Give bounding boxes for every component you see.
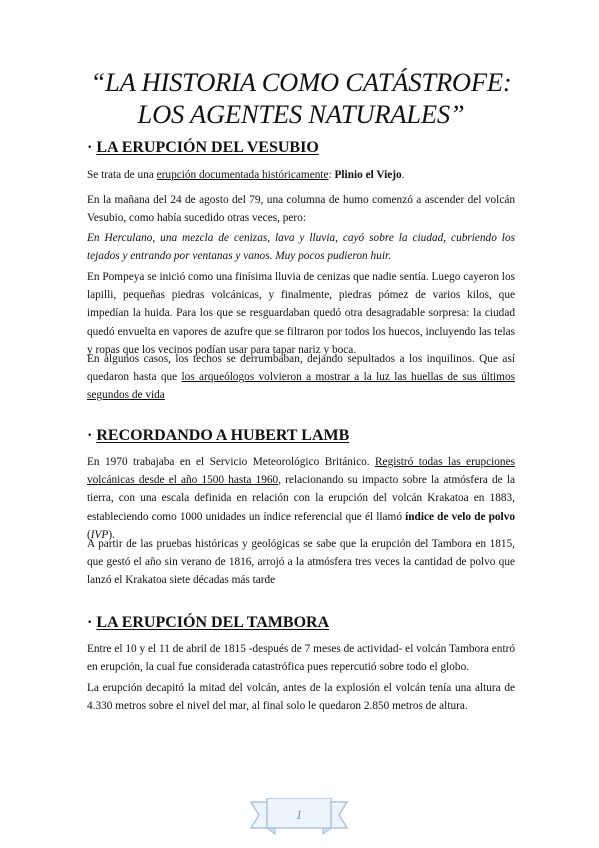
text-run: , relacionando su impacto sobre la atmósfera de la tierra, con una escala definida en relación con la erupción del volcán Krakatoa en 1883, estableciendo como 1000 unidades un índice referencial que él llamó: [87, 474, 515, 523]
section-heading-tambora: [87, 614, 329, 632]
heading-text: LA ERUPCIÓN DEL VESUBIO: [96, 139, 319, 156]
italic-text: IVP: [90, 528, 109, 541]
page-number-ribbon: [249, 798, 349, 838]
heading-text: LA ERUPCIÓN DEL TAMBORA: [96, 614, 330, 631]
page-number: 1: [295, 807, 303, 822]
bold-text: Plinio el Viejo: [334, 169, 402, 181]
text-run: :: [328, 169, 335, 181]
text-run: ).: [108, 528, 115, 541]
ribbon-icon: [249, 798, 349, 838]
paragraph: A partir de las pruebas históricas y geológicas se sabe que la erupción del Tambora en 1815, que gestó el año sin verano de 1816, arrojó a la atmósfera tres veces la cantidad de polvo que lanzó el Krakatoa siete décadas más tarde: [87, 538, 515, 587]
underlined-text: erupción documentada históricamente: [156, 169, 329, 181]
heading-bullet: ·: [87, 427, 93, 444]
text-run: Se trata de una: [87, 169, 157, 181]
paragraph: En la mañana del 24 de agosto del 79, una columna de humo comenzó a ascender del volcán Vesubio, como había sucedido otras veces, pero:: [87, 194, 515, 225]
heading-text: RECORDANDO A HUBERT LAMB: [96, 427, 350, 444]
paragraph: [87, 453, 515, 544]
underlined-text: los arqueólogos volvieron a mostrar a la luz las huellas de sus últimos segundos de vida: [87, 371, 515, 402]
title-line-1: “LA HISTORIA COMO CATÁSTROFE:: [90, 67, 512, 97]
document-title: [87, 66, 515, 130]
heading-bullet: ·: [87, 614, 93, 631]
italic-paragraph: En Herculano, una mezcla de cenizas, lava y lluvia, cayó sobre la ciudad, cubriendo los tejados y entrando por ventanas y vanos. Muy pocos pudieron huir.: [87, 232, 515, 263]
underlined-text: Registró todas las erupciones volcánicas desde el año 1500 hasta 1960: [87, 456, 515, 487]
paragraph: [87, 350, 515, 405]
section-heading-vesubio: [87, 139, 319, 157]
text-run: En 1970 trabajaba en el Servicio Meteorológico Británico.: [87, 456, 376, 468]
section-heading-lamb: [87, 427, 349, 445]
bold-text: índice de velo de polvo: [405, 510, 515, 523]
paragraph: [87, 166, 515, 184]
paragraph: La erupción decapitó la mitad del volcán, antes de la explosión el volcán tenía una altura de 4.330 metros sobre el nivel del mar, al final solo le quedaron 2.850 metros de altura.: [87, 682, 515, 713]
text-run: En algunos casos, los techos se derrumbaban, dejando sepultados a los inquilinos. Que así quedaron hasta que: [87, 353, 515, 384]
heading-bullet: ·: [87, 139, 93, 156]
title-line-2: LOS AGENTES NATURALES”: [137, 99, 465, 129]
text-run: (: [87, 528, 91, 541]
paragraph: En Pompeya se inició como una finísima lluvia de cenizas que nadie sentía. Luego cayeron los lapilli, pequeñas piedras volcánicas, y finalmente, piedras pómez de varios kilos, que impedían la huida. Para los que se resguardaban quedó otra desagradable sorpresa: la ciudad quedó envuelta en vapores de azufre que se filtraron por todos los huecos, incluyendo las telas y ropas que los vecinos podían usar para tapar nariz y boca.: [87, 271, 515, 356]
text-run: .: [401, 169, 405, 181]
paragraph: Entre el 10 y el 11 de abril de 1815 -después de 7 meses de actividad- el volcán Tambora entró en erupción, la cual fue considerada catastrófica pues repercutió sobre todo el globo.: [87, 643, 515, 674]
